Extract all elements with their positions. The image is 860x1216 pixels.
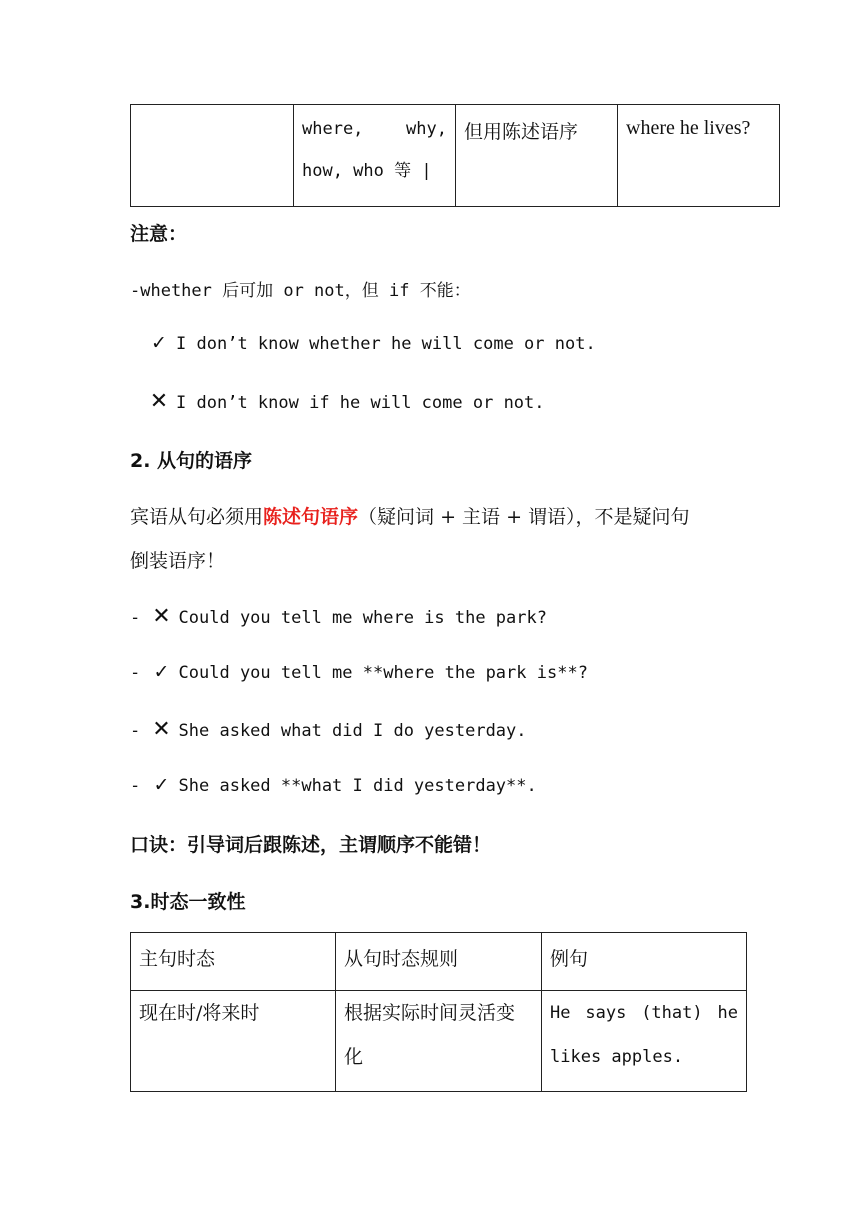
list-item: [130, 774, 537, 796]
example-word: He: [550, 1003, 571, 1023]
section-2-intro: [130, 502, 690, 529]
note-heading: 注意：: [130, 223, 188, 245]
introducer-line-2: how, who 等 |: [302, 161, 432, 181]
cell-example: [542, 991, 747, 1092]
intro-highlight: 陈述句语序: [263, 506, 359, 528]
intro-prefix: 宾语从句必须用: [130, 506, 264, 528]
cross-icon: ✕: [152, 717, 171, 742]
header-clause-rule: 从句时态规则: [336, 933, 542, 991]
clause-table-fragment: [130, 104, 780, 207]
example-text: Could you tell me **where the park is**?: [178, 663, 588, 683]
cross-icon: ✕: [152, 604, 171, 629]
header-example: 例句: [542, 933, 747, 991]
check-icon: ✓: [153, 661, 170, 683]
tense-table: [130, 932, 747, 1092]
table-row: [131, 105, 780, 207]
example-text: She asked **what I did yesterday**.: [178, 776, 537, 796]
section-2-intro-line-2: 倒装语序！: [130, 550, 226, 572]
intro-suffix: （疑问词 + 主语 + 谓语），不是疑问句: [358, 506, 690, 528]
list-dash: -: [130, 721, 151, 741]
correct-example-text: I don’t know whether he will come or not.: [176, 334, 596, 354]
cross-icon: ✕: [149, 389, 169, 414]
correct-example: [148, 332, 596, 354]
list-item: [130, 661, 588, 683]
check-icon: ✓: [151, 332, 167, 354]
example-text: Could you tell me where is the park?: [178, 608, 547, 628]
list-dash: -: [130, 608, 151, 628]
section-2-heading: 2. 从句的语序: [130, 450, 253, 472]
cell-tense: 现在时/将来时: [131, 991, 336, 1092]
example-text: She asked what did I do yesterday.: [178, 721, 527, 741]
list-item: [130, 604, 547, 629]
check-icon: ✓: [153, 774, 170, 796]
table-cell-empty: [131, 105, 294, 207]
wrong-example-text: I don’t know if he will come or not.: [176, 393, 545, 413]
wrong-example: [148, 389, 545, 414]
introducer-why: why,: [406, 119, 447, 139]
table-cell-word-order: 但用陈述语序: [456, 105, 618, 207]
list-dash: -: [130, 776, 151, 796]
list-dash: -: [130, 663, 151, 683]
example-word: (that): [641, 1003, 703, 1023]
example-word: he: [717, 1003, 738, 1023]
table-cell-example: where he lives?: [618, 105, 780, 207]
table-header-row: [131, 933, 747, 991]
example-word: says: [585, 1003, 627, 1023]
introducer-where: where,: [302, 119, 364, 139]
note-rule-text: -whether 后可加 or not，但 if 不能：: [130, 281, 471, 301]
cell-rule: 根据实际时间灵活变化: [336, 991, 542, 1092]
example-line-2: likes apples.: [550, 1047, 684, 1067]
mnemonic: 口诀：引导词后跟陈述，主谓顺序不能错！: [130, 834, 492, 856]
note-rule: [130, 276, 471, 301]
table-row: [131, 991, 747, 1092]
table-cell-introducers: [294, 105, 456, 207]
header-main-tense: 主句时态: [131, 933, 336, 991]
list-item: [130, 717, 527, 742]
section-3-heading: 3.时态一致性: [130, 891, 246, 913]
